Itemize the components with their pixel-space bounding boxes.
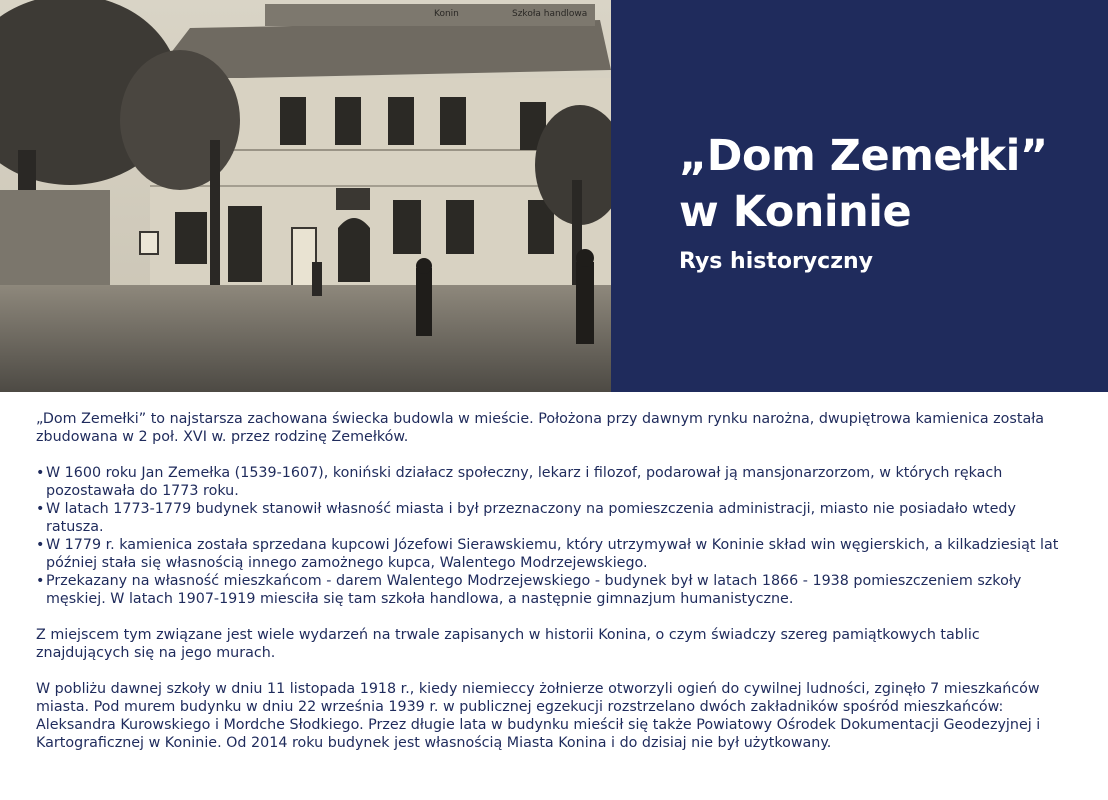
paragraph-history: W pobliżu dawnej szkoły w dniu 11 listopada 1918 r., kiedy niemieccy żołnierze otworzyli ogień do cywilnej ludności, zginęło 7 mieszkańców miasta. Pod murem budynku w dniu 22 września 1939 r. w publicznej egzekucji rozstrzelano dwóch zakładników spośród mieszkańców: Aleksandra Kurowskiego i Mordche Słodkiego. Przez długie lata w budynku mieścił się także Powiatowy Ośrodek Dokumentacji Geodezyjnej i Kartograficznej w Koninie. Od 2014 roku budynek jest własnością Miasta Konina i do dzisiaj nie był użytkowany. (36, 681, 1041, 751)
paragraph-plaques: Z miejscem tym związane jest wiele wydarzeń na trwale zapisanych w historii Konina, o czym świadczy szereg pamiątkowych tablic znajdujących się na jego murach. (36, 627, 980, 661)
page-title (679, 128, 1099, 240)
list-item-text: Przekazany na własność mieszkańcom - darem Walentego Modrzejewskiego - budynek był w latach 1866 - 1938 pomieszczeniem szkoły męskiej. W latach 1907-1919 miesciła się tam szkoła handlowa, a następnie gimnazjum humanistyczne. (46, 573, 1022, 607)
list-item-text: W 1779 r. kamienica została sprzedana kupcowi Józefowi Sierawskiemu, który utrzymywał w Koninie skład win węgierskich, a kilkadziesiąt lat później stała się własnością innego zamożnego kupca, Walentego Modrzejewskiego. (46, 537, 1059, 571)
bullet-marker: • (36, 501, 45, 517)
spacer (36, 446, 1066, 464)
list-item (36, 464, 1066, 500)
list-item (36, 572, 1066, 608)
spacer (36, 662, 1066, 680)
body-text (36, 410, 1066, 752)
bullet-marker: • (36, 573, 45, 589)
list-item-text: W latach 1773-1779 budynek stanowił własność miasta i był przeznaczony na pomieszczenia administracji, miasto nie posiadało wtedy ratusza. (46, 501, 1016, 535)
photo-sign-right: Szkoła handlowa (512, 9, 588, 19)
bullet-marker: • (36, 537, 45, 553)
title-line-1: „Dom Zemełki” (679, 131, 1048, 181)
historic-photo-drawing (0, 0, 611, 392)
page-subtitle: Rys historyczny (679, 249, 874, 274)
list-item (36, 500, 1066, 536)
photo-sign-left: Konin (434, 9, 459, 19)
bullet-marker: • (36, 465, 45, 481)
title-panel (611, 0, 1108, 392)
spacer (36, 608, 1066, 626)
title-line-2: w Koninie (679, 187, 912, 237)
list-item (36, 536, 1066, 572)
list-item-text: W 1600 roku Jan Zemełka (1539-1607), koniński działacz społeczny, lekarz i filozof, podarował ją mansjonarzorzom, w których rękach pozostawała do 1773 roku. (46, 465, 1003, 499)
historic-photo (0, 0, 611, 392)
intro-paragraph: „Dom Zemełki” to najstarsza zachowana świecka budowla w mieście. Położona przy dawnym rynku narożna, dwupiętrowa kamienica została zbudowana w 2 poł. XVI w. przez rodzinę Zemełków. (36, 411, 1045, 445)
